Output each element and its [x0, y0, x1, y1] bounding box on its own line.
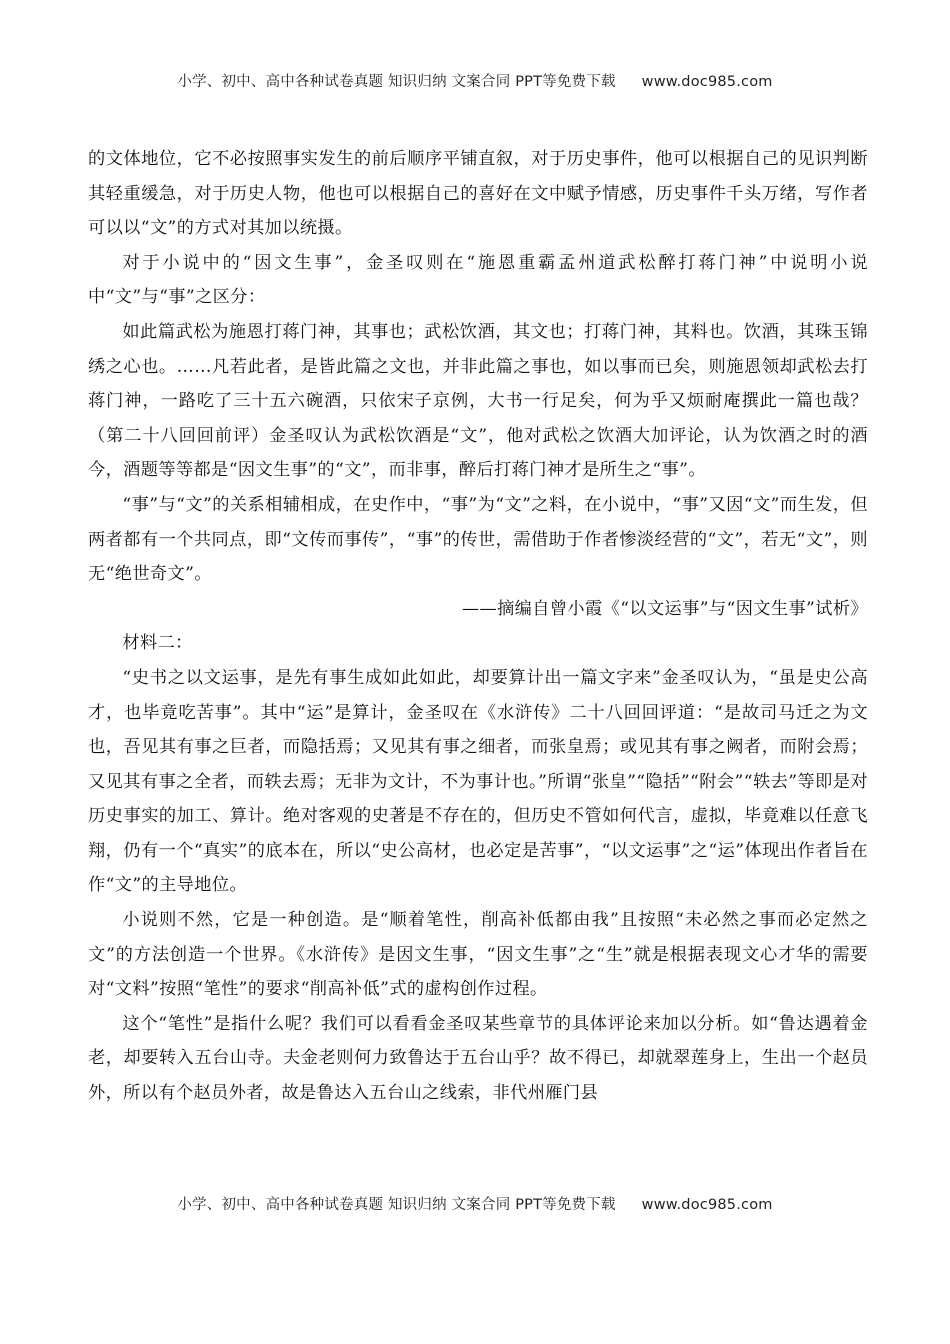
- header-site: www.doc985.com: [641, 74, 773, 90]
- paragraph-9: 这个“笔性”是指什么呢？我们可以看看金圣叹某些章节的具体评论来加以分析。如“鲁达遇着金老，却要转入五台山寺。夫金老则何力致鲁达于五台山乎？故不得已，却就翠莲身上，生出一个赵员外，所以有个赵员外者，故是鲁达入五台山之线索，非代州雁门县: [88, 1013, 868, 1104]
- page-header: [0, 70, 950, 91]
- paragraph-7: “史书之以文运事，是先有事生成如此如此，却要算计出一篇文字来”金圣叹认为，“虽是史公高才，也毕竟吃苦事”。其中“运”是算计，金圣叹在《水浒传》二十八回回评道：“是故司马迁之为文也，吾见其有事之巨者，而隐括焉；又见其有事之细者，而张皇焉；或见其有事之阙者，而附会焉；又见其有事之全者，而轶去焉；无非为文计，不为事计也。”所谓“张皇”“隐括”“附会”“轶去”等即是对历史事实的加工、算计。绝对客观的史著是不存在的，但历史不管如何代言，虚拟，毕竟难以任意飞翔，仍有一个“真实”的底本在，所以“史公高材，也必定是苦事”，“以文运事”之“运”体现出作者旨在作“文”的主导地位。: [88, 667, 868, 896]
- quoted-commentary: 如此篇武松为施恩打蒋门神，其事也；武松饮酒，其文也；打蒋门神，其料也。饮酒，其珠玉锦绣之心也。……凡若此者，是皆此篇之文也，并非此篇之事也，如以事而已矣，则施恩领却武松去打蒋门神，一路吃了三十五六碗酒，只依宋子京例，大书一行足矣，何为乎又烦耐庵撰此一篇也哉？（第二十八回回前评）金圣叹认为武松饮酒是“文”，他对武松之饮酒大加评论，认为饮酒之时的酒今，酒题等等都是“因文生事”的“文”，而非事，醉后打蒋门神才是所生之“事”。: [88, 321, 868, 481]
- material-two-heading: 材料二：: [122, 633, 193, 654]
- source-citation: ——摘编自曾小霞《“以文运事”与“因文生事”试析》: [461, 598, 868, 619]
- paragraph-8: 小说则不然，它是一种创造。是“顺着笔性，削高补低都由我”且按照“未必然之事而必定然之文”的方法创造一个世界。《水浒传》是因文生事，“因文生事”之“生”就是根据表现文心才华的需要对“文料”按照“笔性”的要求“削高补低”式的虚构创作过程。: [88, 910, 868, 1000]
- header-text: 小学、初中、高中各种试卷真题 知识归纳 文案合同 PPT等免费下载: [177, 74, 616, 90]
- footer-site: www.doc985.com: [641, 1197, 773, 1213]
- paragraph-4: “事”与“文”的关系相辅相成，在史作中，“事”为“文”之料，在小说中，“事”又因“文”而生发，但两者都有一个共同点，即“文传而事传”，“事”的传世，需借助于作者惨淡经营的“文”，若无“文”，则无“绝世奇文”。: [88, 494, 868, 585]
- page-footer: [0, 1193, 950, 1214]
- document-body: [88, 142, 868, 1111]
- paragraph-2: 对于小说中的“因文生事”，金圣叹则在“施恩重霸孟州道武松醉打蒋门神”中说明小说中“文”与“事”之区分：: [88, 252, 868, 308]
- footer-text: 小学、初中、高中各种试卷真题 知识归纳 文案合同 PPT等免费下载: [177, 1197, 616, 1213]
- paragraph-1: 的文体地位，它不必按照事实发生的前后顺序平铺直叙，对于历史事件，他可以根据自己的见识判断其轻重缓急，对于历史人物，他也可以根据自己的喜好在文中赋予情感，历史事件千头万绪，写作者可以以“文”的方式对其加以统摄。: [88, 149, 868, 239]
